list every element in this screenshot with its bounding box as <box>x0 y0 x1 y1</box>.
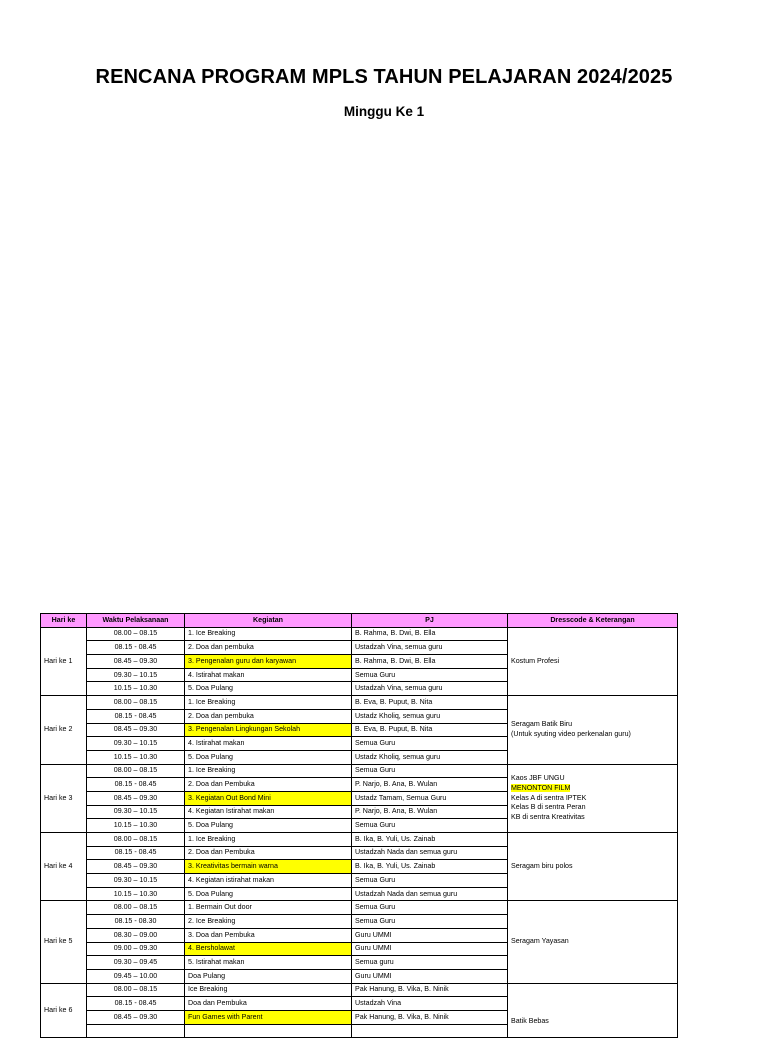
time-cell <box>87 1024 185 1038</box>
time-cell: 08.45 – 09.30 <box>87 723 185 737</box>
column-header-time: Waktu Pelaksanaan <box>87 614 185 628</box>
time-cell: 09.30 – 10.15 <box>87 668 185 682</box>
dresscode-text: Seragam Yayasan <box>511 937 569 946</box>
time-cell: 08.15 - 08.45 <box>87 709 185 723</box>
time-cell: 08.45 – 09.30 <box>87 791 185 805</box>
pj-cell: P. Narjo, B. Ana, B. Wulan <box>352 805 508 819</box>
time-cell: 10.15 – 10.30 <box>87 887 185 901</box>
dresscode-text: Seragam Batik Biru <box>511 720 573 729</box>
activity-cell: 1. Bermain Out door <box>185 901 352 915</box>
dresscode-line <box>511 813 674 823</box>
time-cell: 08.15 - 08.45 <box>87 641 185 655</box>
dresscode-text: Kostum Profesi <box>511 656 560 665</box>
activity-cell: 5. Istirahat makan <box>185 956 352 970</box>
dresscode-line <box>511 784 674 794</box>
document-subtitle: Minggu Ke 1 <box>343 104 425 119</box>
pj-cell: B. Ika, B. Yuli, Us. Zainab <box>352 833 508 847</box>
dresscode-text: KB di sentra Kreativitas <box>511 812 585 821</box>
table-row <box>41 696 678 710</box>
column-header-activity: Kegiatan <box>185 614 352 628</box>
dresscode-cell <box>508 833 678 901</box>
dresscode-line <box>511 803 674 813</box>
table-row <box>41 983 678 997</box>
dresscode-line <box>511 1017 674 1027</box>
dresscode-line <box>511 937 674 947</box>
time-cell: 08.00 – 08.15 <box>87 627 185 641</box>
pj-cell: B. Eva, B. Puput, B. Nita <box>352 723 508 737</box>
activity-cell: 4. Istirahat makan <box>185 737 352 751</box>
schedule-table <box>40 613 678 1038</box>
dresscode-cell <box>508 901 678 983</box>
activity-cell: 1. Ice Breaking <box>185 627 352 641</box>
activity-cell <box>185 1024 352 1038</box>
activity-cell: 2. Doa dan pembuka <box>185 641 352 655</box>
time-cell: 09.30 – 10.15 <box>87 805 185 819</box>
time-cell: 08.15 - 08.45 <box>87 846 185 860</box>
dresscode-text-highlighted: MENONTON FILM <box>511 783 571 792</box>
dresscode-text: Kelas B di sentra Peran <box>511 803 586 812</box>
table-header-row <box>41 614 678 628</box>
pj-cell: P. Narjo, B. Ana, B. Wulan <box>352 778 508 792</box>
pj-cell: Ustadz Tamam, Semua Guru <box>352 791 508 805</box>
day-cell: Hari ke 1 <box>41 627 87 695</box>
table-row <box>41 764 678 778</box>
pj-cell: Ustadz Kholiq, semua guru <box>352 709 508 723</box>
pj-cell: Guru UMMI <box>352 969 508 983</box>
dresscode-text: Batik Bebas <box>511 1017 549 1026</box>
dresscode-text: (Untuk syuting video perkenalan guru) <box>511 729 631 738</box>
pj-cell: B. Eva, B. Puput, B. Nita <box>352 696 508 710</box>
activity-cell: 3. Doa dan Pembuka <box>185 928 352 942</box>
activity-cell: 2. Doa dan Pembuka <box>185 846 352 860</box>
pj-cell: Semua Guru <box>352 874 508 888</box>
activity-cell: 1. Ice Breaking <box>185 696 352 710</box>
pj-cell: Ustadzah Vina <box>352 997 508 1011</box>
column-header-pj: PJ <box>352 614 508 628</box>
activity-cell: 4. Kegiatan istirahat makan <box>185 874 352 888</box>
day-cell: Hari ke 5 <box>41 901 87 983</box>
schedule-body <box>41 627 678 1038</box>
time-cell: 08.15 - 08.45 <box>87 778 185 792</box>
time-cell: 08.45 – 09.30 <box>87 1010 185 1024</box>
day-cell: Hari ke 6 <box>41 983 87 1038</box>
pj-cell <box>352 1024 508 1038</box>
dresscode-cell <box>508 696 678 764</box>
activity-cell: 1. Ice Breaking <box>185 833 352 847</box>
time-cell: 09.00 – 09.30 <box>87 942 185 956</box>
time-cell: 08.15 - 08.45 <box>87 997 185 1011</box>
pj-cell: Guru UMMI <box>352 928 508 942</box>
activity-cell-highlighted: 3. Pengenalan guru dan karyawan <box>185 655 352 669</box>
pj-cell: Semua guru <box>352 956 508 970</box>
activity-cell-highlighted: 4. Bersholawat <box>185 942 352 956</box>
pj-cell: Semua Guru <box>352 737 508 751</box>
time-cell: 09.30 – 10.15 <box>87 874 185 888</box>
column-header-dresscode: Dresscode & Keterangan <box>508 614 678 628</box>
time-cell: 09.45 – 10.00 <box>87 969 185 983</box>
activity-cell: 2. Ice Breaking <box>185 915 352 929</box>
activity-cell-highlighted: 3. Kegiatan Out Bond Mini <box>185 791 352 805</box>
activity-cell: 4. Istirahat makan <box>185 668 352 682</box>
pj-cell: Semua Guru <box>352 915 508 929</box>
table-row <box>41 901 678 915</box>
dresscode-cell <box>508 983 678 1038</box>
dresscode-cell <box>508 627 678 695</box>
activity-cell: Ice Breaking <box>185 983 352 997</box>
dresscode-line <box>511 657 674 667</box>
activity-cell-highlighted: Fun Games with Parent <box>185 1010 352 1024</box>
activity-cell: 2. Doa dan pembuka <box>185 709 352 723</box>
time-cell: 10.15 – 10.30 <box>87 682 185 696</box>
dresscode-line <box>511 862 674 872</box>
pj-cell: B. Ika, B. Yuli, Us. Zainab <box>352 860 508 874</box>
document-title: RENCANA PROGRAM MPLS TAHUN PELAJARAN 2024/2025 <box>95 66 673 88</box>
pj-cell: Ustadz Kholiq, semua guru <box>352 750 508 764</box>
time-cell: 08.00 – 08.15 <box>87 764 185 778</box>
dresscode-line <box>511 720 674 730</box>
time-cell: 08.00 – 08.15 <box>87 696 185 710</box>
pj-cell: B. Rahma, B. Dwi, B. Ella <box>352 655 508 669</box>
pj-cell: Ustadzah Vina, semua guru <box>352 641 508 655</box>
activity-cell: 4. Kegiatan Istirahat makan <box>185 805 352 819</box>
activity-cell-highlighted: 3. Pengenalan Lingkungan Sekolah <box>185 723 352 737</box>
dresscode-text: Seragam biru polos <box>511 861 573 870</box>
time-cell: 08.45 – 09.30 <box>87 860 185 874</box>
activity-cell: 5. Doa Pulang <box>185 750 352 764</box>
time-cell: 08.45 – 09.30 <box>87 655 185 669</box>
pj-cell: Ustadzah Nada dan semua guru <box>352 887 508 901</box>
activity-cell: Doa dan Pembuka <box>185 997 352 1011</box>
table-row <box>41 833 678 847</box>
dresscode-text: Kelas A di sentra IPTEK <box>511 793 587 802</box>
dresscode-cell <box>508 764 678 832</box>
pj-cell: Semua Guru <box>352 819 508 833</box>
dresscode-line <box>511 794 674 804</box>
time-cell: 08.00 – 08.15 <box>87 983 185 997</box>
dresscode-text: Kaos JBF UNGU <box>511 774 565 783</box>
pj-cell: Ustadzah Nada dan semua guru <box>352 846 508 860</box>
pj-cell: Ustadzah Vina, semua guru <box>352 682 508 696</box>
pj-cell: Semua Guru <box>352 901 508 915</box>
dresscode-line <box>511 774 674 784</box>
activity-cell: 5. Doa Pulang <box>185 682 352 696</box>
time-cell: 08.30 – 09.00 <box>87 928 185 942</box>
time-cell: 10.15 – 10.30 <box>87 819 185 833</box>
time-cell: 10.15 – 10.30 <box>87 750 185 764</box>
activity-cell: 5. Doa Pulang <box>185 887 352 901</box>
activity-cell: Doa Pulang <box>185 969 352 983</box>
pj-cell: Semua Guru <box>352 764 508 778</box>
pj-cell: Pak Hanung, B. Vika, B. Ninik <box>352 1010 508 1024</box>
dresscode-line <box>511 730 674 740</box>
time-cell: 09.30 – 09.45 <box>87 956 185 970</box>
pj-cell: B. Rahma, B. Dwi, B. Ella <box>352 627 508 641</box>
pj-cell: Pak Hanung, B. Vika, B. Ninik <box>352 983 508 997</box>
activity-cell-highlighted: 3. Kreativitas bermain warna <box>185 860 352 874</box>
pj-cell: Semua Guru <box>352 668 508 682</box>
time-cell: 08.00 – 08.15 <box>87 833 185 847</box>
time-cell: 08.00 – 08.15 <box>87 901 185 915</box>
activity-cell: 1. Ice Breaking <box>185 764 352 778</box>
activity-cell: 2. Doa dan Pembuka <box>185 778 352 792</box>
day-cell: Hari ke 3 <box>41 764 87 832</box>
day-cell: Hari ke 4 <box>41 833 87 901</box>
column-header-day: Hari ke <box>41 614 87 628</box>
activity-cell: 5. Doa Pulang <box>185 819 352 833</box>
time-cell: 09.30 – 10.15 <box>87 737 185 751</box>
day-cell: Hari ke 2 <box>41 696 87 764</box>
table-row <box>41 627 678 641</box>
time-cell: 08.15 - 08.30 <box>87 915 185 929</box>
pj-cell: Guru UMMI <box>352 942 508 956</box>
